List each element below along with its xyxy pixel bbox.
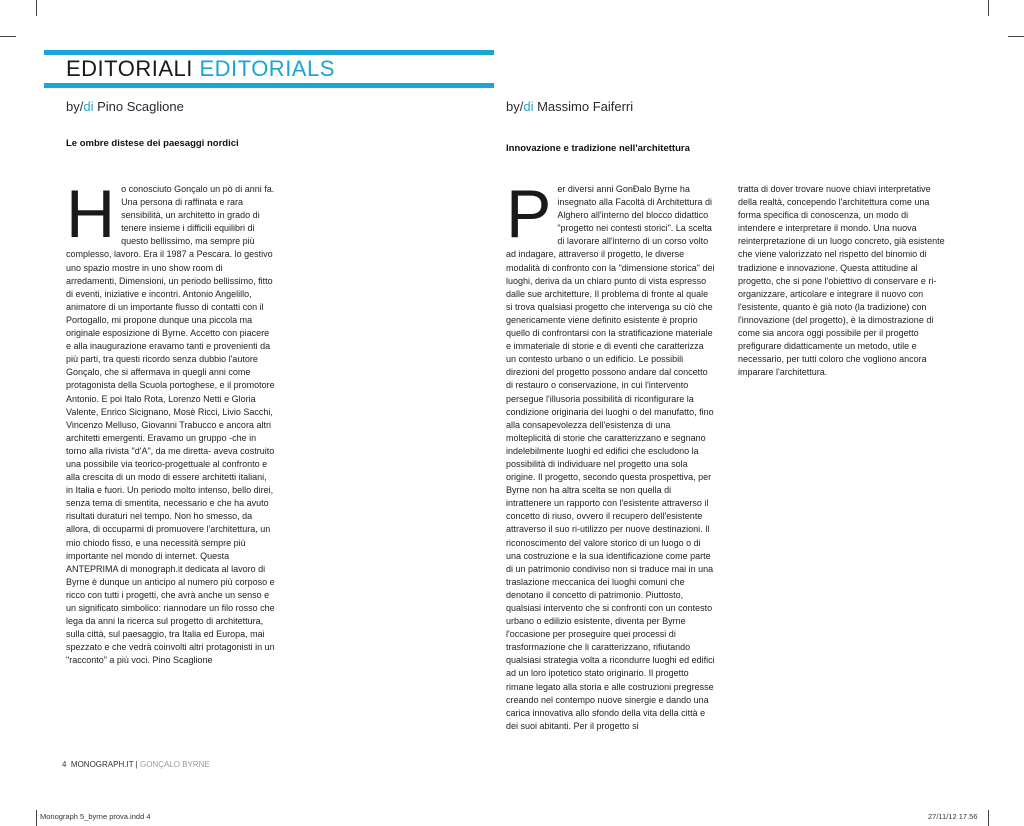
file-slug: Monograph 5_byrne prova.indd 4 [40,812,151,821]
title-italian: EDITORIALI [66,56,193,81]
left-subtitle: Le ombre distese dei paesaggi nordici [66,138,239,149]
date-slug: 27/11/12 17.56 [928,812,978,821]
folio [62,760,210,769]
right-dropcap: P [506,176,552,252]
left-body-column [66,176,275,667]
left-byline [66,99,184,114]
folio-separator: | [133,760,140,769]
right-author: Massimo Faiferri [533,99,634,114]
folio-section: GONÇALO BYRNE [139,760,210,769]
crop-mark [36,810,37,826]
right-body-column-2 [738,183,947,379]
crop-mark [0,36,16,37]
title-english: EDITORIALS [199,56,335,81]
right-byline [506,99,633,114]
magazine-name: MONOGRAPH.IT [70,760,134,769]
left-dropcap: H [66,176,116,252]
by-label: by/ [66,99,84,114]
right-body-text-2: tratta di dover trovare nuove chiavi interpretative della realtà, concependo l'architettura come una forma specifica di conoscenza, un modo di intendere e interpretare il mondo. Una nuova reinterpretazione di un luogo concreto, già esistente che viene valorizzato nel rispetto del binomio di tradizione e innovazione. Questa attitudine al progetto, che si pone l'obiettivo di conservare e ri-organizzare, articolare e integrare il nuovo con l'esistente, quanto è già noto (la tradizione) con l'innovazione (del progetto), è la dimostrazione di come sia ancora oggi possibile per il progetto prefigurare didatticamente un metodo, utile e necessario, per tutti coloro che vogliono ancora imparare l'architettura. [738,184,945,378]
crop-mark [36,0,37,16]
right-subtitle: Innovazione e tradizione nell'architettura [506,143,690,154]
crop-mark [1008,36,1024,37]
header-bar-top [44,50,494,55]
left-author: Pino Scaglione [93,99,184,114]
page-title [66,58,335,80]
di-label: di [83,99,94,114]
right-body-text-1: er diversi anni GonĐalo Byrne ha insegnato alla Facoltà di Architettura di Alghero all'interno del blocco didattico "progetto nei contesti storici". La scelta di lavorare all'interno di un corso volto ad indagare, attraverso il progetto, le diverse modalità di confronto con la "dimensione storica" dei luoghi, deriva da un chiaro punto di vista espresso dalle sue architetture. Il problema di fronte al quale si trova qualsiasi progetto che intervenga su ciò che genericamente viene definito esistente è proprio quello di confrontarsi con la stratificazione materiale e immateriale di storie e di eventi che caratterizza un contesto urbano o un edificio. Le possibili direzioni del progetto possono andare dal concetto di restauro o conservazione, in cui l'intervento persegue l'illusoria possibilità di riconfigurare la condizione originaria dei luoghi o del manufatto, fino alla consapevolezza dell'esistenza di una molteplicità di storie che caratterizzano e segnano indelebilmente luoghi ed edifici che escludono la possibilità di individuare nel progetto una sola origine. Il progetto, secondo questa prospettiva, per Byrne non ha altra scelta se non quella di intrattenere un rapporto con l'esistente attraverso il concetto di riuso, ovvero il recupero dell'esistente attraverso il suo ri-utilizzo per nuove destinazioni. Il riconoscimento del valore storico di un luogo o di una costruzione e la sua identificazione come parte di un patrimonio condiviso non si traduce mai in una traslazione meccanica dei luoghi comuni che denotano il concetto di patrimonio. Piuttosto, qualsiasi intervento che si confronti con un contesto urbano o edilizio esistente, diventa per Byrne l'occasione per proseguire quei processi di trasformazione che li caratterizzano, rifiutando qualsiasi strategia volta a ricondurre luoghi ed edifici ad un loro ipotetico stato originario. Il progetto rimane legato alla storia e alle costruzioni pregresse creando nel contempo nuove sinergie e dando una carica innovativa allo sfondo della vita della città e dei suoi abitanti. Per il progetto si [506,184,715,731]
header-bar-bottom [44,83,494,88]
page-number: 4 [62,760,67,769]
crop-mark [988,810,989,826]
left-body-text: o conosciuto Gonçalo un pò di anni fa. Una persona di raffinata e rara sensibilità, un architetto in grado di tenere insieme i difficili equilibri di questo bellissimo, ma sempre più complesso, lavoro. Era il 1987 a Pescara. lo gestivo uno spazio mostre in uno show room di arredamenti, Dimensioni, un periodo bellissimo, fitto di eventi, iniziative e incontri. Antonio Angelillo, animatore di un importante flusso di contatti con il Portogallo, mi propone dunque una piccola ma originale esposizione di Byrne. Accetto con piacere e alla inaugurazione eravamo tanti e provenienti da più parti, tra questi ricordo senza dubbio l'autore Gonçalo, che si affermava in quegli anni come protagonista della Scuola portoghese, e il promotore Antonio. E poi Italo Rota, Lorenzo Netti e Gloria Valente, Enrico Sicignano, Mosè Ricci, Livio Sacchi, Vincenzo Melluso, Giovanni Trabucco e ancora altri architetti emergenti. Eravamo un gruppo -che in torno alla rivista "d'A", da me diretta- aveva costruito una possibile via teorico-progettuale al confronto e alla crescita di un modo di essere architetti italiani, in Italia e fuori. Un periodo molto intenso, bello direi, senza tema di smentita, necessario e che ha avuto risultati duraturi nel tempo. Non ho smesso, da allora, di occuparmi di promuovere l'architettura, un mio chiodo fisso, e una necessità sempre più importante nel mondo di internet. Questa ANTEPRIMA di monograph.it dedicata al lavoro di Byrne è dunque un anticipo al numero più corposo e ricco con tutti i progetti, che avrà anche un senso e un significato simbolico: riannodare un filo rosso che lega da anni la ricerca sul progetto di architettura, sulla città, sul paesaggio, tra Italia ed Europa, mai spezzato e che vedrà coinvolti altri protagonisti in un "racconto" a più voci. Pino Scaglione [66,184,275,666]
right-body-column-1 [506,176,715,733]
crop-mark [988,0,989,16]
di-label: di [523,99,534,114]
by-label: by/ [506,99,524,114]
